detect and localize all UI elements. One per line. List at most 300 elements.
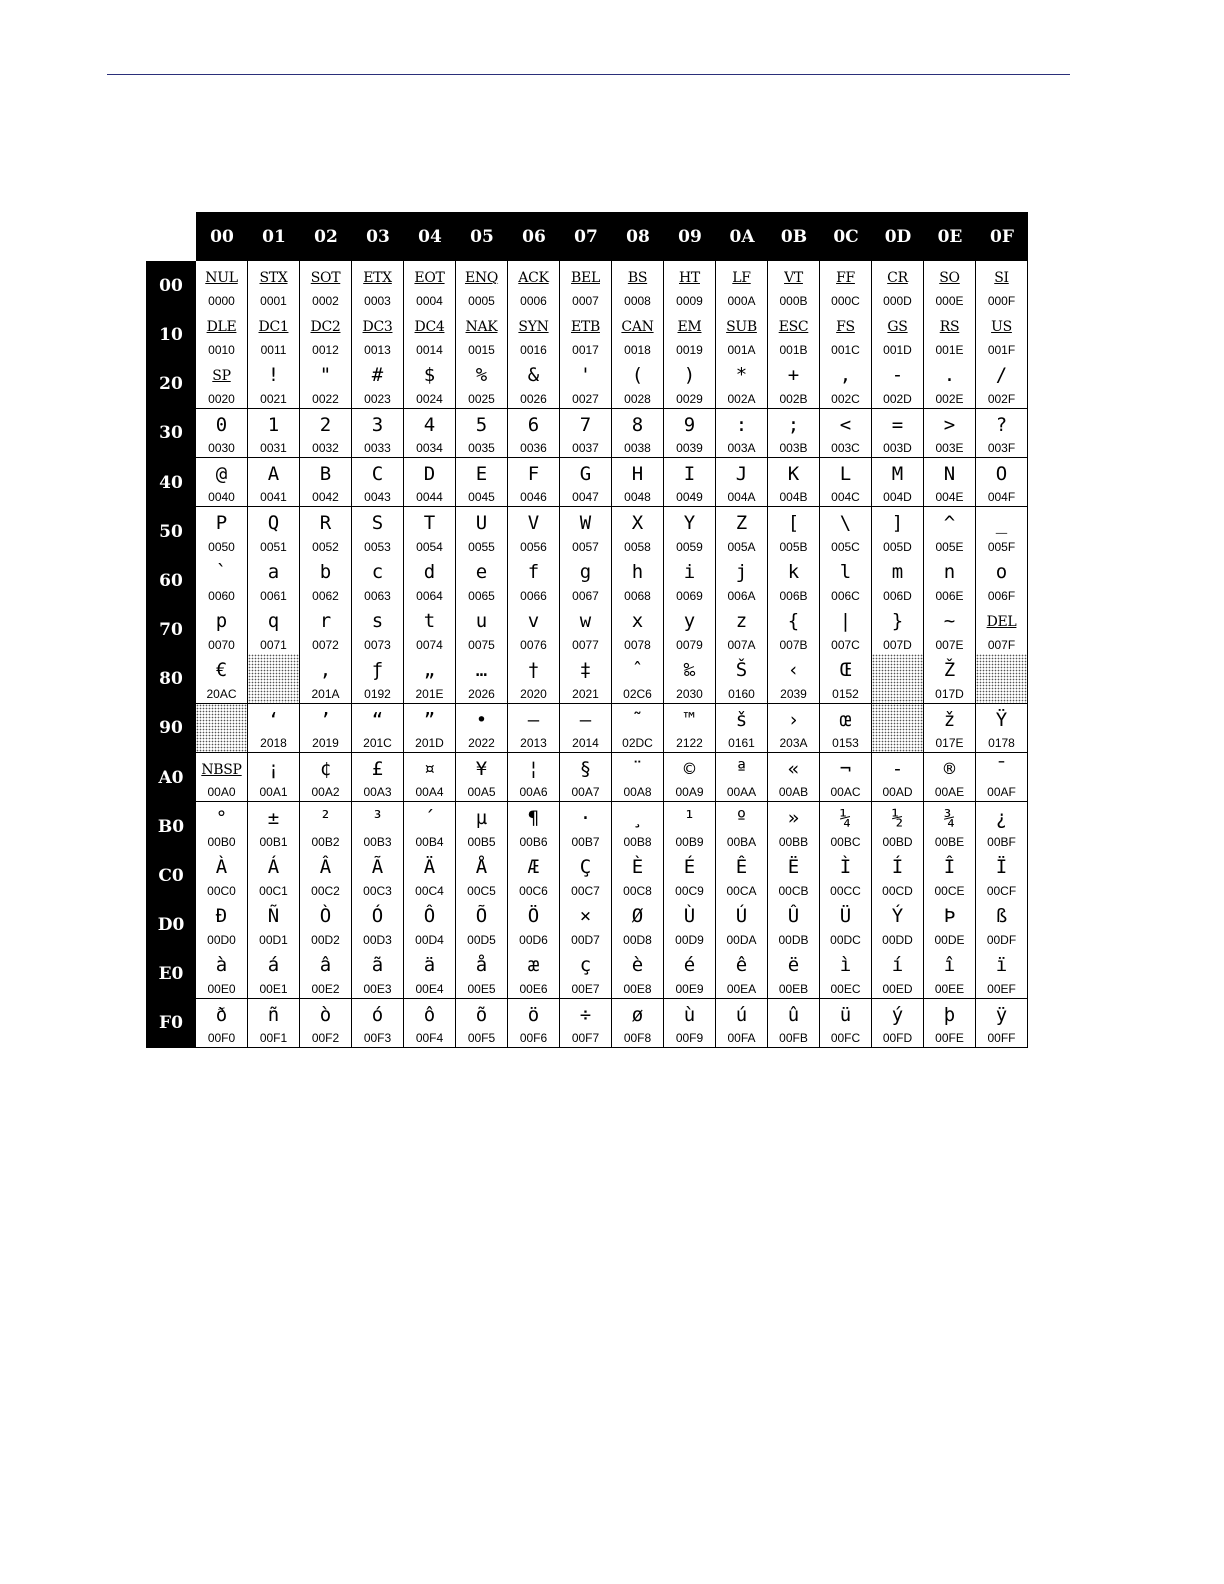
cell-code: 003A: [727, 441, 756, 456]
cell-code: 0042: [312, 490, 339, 505]
cell-glyph: È: [631, 856, 644, 879]
table-cell: [924, 605, 976, 655]
table-cell: [664, 409, 716, 459]
cell-code: 00A5: [467, 785, 496, 800]
table-cell: [768, 949, 820, 999]
cell-glyph: T: [423, 511, 436, 534]
cell-code: 00E4: [415, 982, 444, 997]
cell-code: 006E: [935, 588, 964, 603]
cell-code: 0052: [312, 539, 339, 554]
cell-code: 00A4: [415, 785, 444, 800]
table-cell: [560, 654, 612, 704]
table-cell: [248, 851, 300, 901]
table-cell: [248, 999, 300, 1049]
cell-glyph: K: [787, 462, 800, 485]
cell-glyph: ¢: [319, 757, 332, 780]
table-cell: [768, 851, 820, 901]
cell-glyph: t: [423, 610, 436, 633]
cell-glyph: ö: [527, 1003, 540, 1026]
table-cell-undefined: [976, 654, 1028, 704]
cell-code: 00DA: [726, 932, 757, 947]
cell-glyph: õ: [475, 1003, 488, 1026]
cell-code: 0073: [364, 637, 391, 652]
cell-glyph: å: [475, 954, 488, 977]
cell-glyph: Ó: [371, 905, 384, 928]
cell-glyph: P: [215, 511, 228, 534]
table-cell: [924, 556, 976, 606]
table-cell: [820, 409, 872, 459]
cell-glyph: SI: [994, 270, 1009, 286]
column-header: 0A: [716, 212, 768, 261]
cell-glyph: Ñ: [267, 905, 280, 928]
table-cell: [404, 359, 456, 409]
cell-glyph: B: [319, 462, 332, 485]
cell-glyph: ¼: [839, 806, 852, 829]
cell-code: 002B: [779, 391, 808, 406]
cell-glyph: Ä: [423, 856, 436, 879]
cell-code: 0066: [520, 588, 547, 603]
table-cell: [560, 851, 612, 901]
table-corner: [146, 212, 196, 261]
table-cell: [664, 310, 716, 360]
table-cell: [612, 507, 664, 557]
cell-code: 00E9: [675, 982, 704, 997]
cell-code: 0060: [208, 588, 235, 603]
cell-code: 00A3: [363, 785, 392, 800]
cell-glyph: þ: [943, 1003, 956, 1026]
cell-glyph: Þ: [943, 905, 956, 928]
cell-glyph: HT: [679, 270, 700, 286]
table-cell: [248, 704, 300, 754]
cell-glyph: Ü: [839, 905, 852, 928]
column-header: 0B: [768, 212, 820, 261]
cell-glyph: 9: [683, 413, 696, 436]
cell-code: 002A: [727, 391, 756, 406]
cell-code: 00FC: [830, 1031, 861, 1046]
cell-glyph: -: [891, 757, 904, 780]
table-cell: [248, 507, 300, 557]
cell-glyph: `: [215, 561, 228, 584]
cell-glyph: X: [631, 511, 644, 534]
cell-code: 201D: [415, 736, 444, 751]
table-cell: [404, 409, 456, 459]
table-cell: [300, 310, 352, 360]
character-code-table: [146, 212, 1032, 1048]
table-cell: [872, 261, 924, 311]
table-cell: [924, 802, 976, 852]
table-cell: [300, 704, 352, 754]
table-cell: [404, 310, 456, 360]
table-cell: [404, 458, 456, 508]
table-cell: [716, 654, 768, 704]
table-cell: [196, 949, 248, 999]
table-cell: [560, 704, 612, 754]
table-cell: [716, 409, 768, 459]
table-cell: [196, 310, 248, 360]
table-cell: [716, 949, 768, 999]
cell-glyph: Ï: [995, 856, 1008, 879]
cell-code: 002C: [831, 391, 860, 406]
table-cell: [508, 949, 560, 999]
cell-code: 00F5: [467, 1031, 496, 1046]
cell-code: 203A: [779, 736, 808, 751]
cell-glyph: .: [943, 364, 956, 387]
cell-code: 004C: [831, 490, 860, 505]
cell-glyph: 0: [215, 413, 228, 436]
table-cell: [560, 900, 612, 950]
cell-glyph: †: [527, 659, 540, 682]
cell-code: 0065: [468, 588, 495, 603]
table-cell: [352, 409, 404, 459]
table-cell: [300, 900, 352, 950]
cell-glyph: ‰: [683, 659, 696, 682]
table-cell: [508, 900, 560, 950]
table-cell: [508, 556, 560, 606]
cell-code: 2013: [520, 736, 547, 751]
table-cell: [404, 900, 456, 950]
cell-code: 0009: [676, 293, 703, 308]
table-cell: [196, 261, 248, 311]
table-cell: [872, 409, 924, 459]
table-cell: [872, 802, 924, 852]
cell-code: 0031: [260, 441, 287, 456]
cell-code: 00F9: [675, 1031, 704, 1046]
cell-code: 0025: [468, 391, 495, 406]
table-cell: [976, 999, 1028, 1049]
table-cell-undefined: [248, 654, 300, 704]
cell-glyph: Á: [267, 856, 280, 879]
cell-code: 004D: [883, 490, 912, 505]
cell-code: 001D: [883, 342, 912, 357]
cell-glyph: ‘: [267, 708, 280, 731]
column-header: 08: [612, 212, 664, 261]
table-cell: [976, 851, 1028, 901]
cell-glyph: r: [319, 610, 332, 633]
cell-code: 2020: [520, 687, 547, 702]
table-cell: [248, 458, 300, 508]
cell-glyph: ²: [319, 806, 332, 829]
cell-glyph: 2: [319, 413, 332, 436]
table-cell: [664, 753, 716, 803]
cell-glyph: DC3: [362, 319, 393, 336]
cell-glyph: Ù: [683, 905, 696, 928]
cell-code: 0055: [468, 539, 495, 554]
cell-glyph: v: [527, 610, 540, 633]
table-cell: [924, 900, 976, 950]
cell-glyph: Ê: [735, 856, 748, 879]
cell-code: 00DE: [934, 932, 965, 947]
table-cell: [456, 949, 508, 999]
table-cell: [196, 900, 248, 950]
table-cell: [820, 900, 872, 950]
cell-glyph: ›: [787, 708, 800, 731]
cell-glyph: o: [995, 561, 1008, 584]
cell-code: 0056: [520, 539, 547, 554]
table-cell: [508, 458, 560, 508]
cell-glyph: Ú: [735, 905, 748, 928]
cell-code: 00D5: [467, 932, 496, 947]
cell-glyph: E: [475, 462, 488, 485]
table-cell-undefined: [196, 704, 248, 754]
cell-code: 0028: [624, 391, 651, 406]
cell-code: 001C: [831, 342, 860, 357]
table-cell: [196, 359, 248, 409]
cell-code: 0047: [572, 490, 599, 505]
cell-code: 00EB: [778, 982, 809, 997]
cell-code: 0058: [624, 539, 651, 554]
table-cell: [664, 900, 716, 950]
table-cell: [456, 999, 508, 1049]
table-cell-undefined: [872, 704, 924, 754]
cell-glyph: $: [423, 364, 436, 387]
cell-code: 00B8: [623, 834, 652, 849]
cell-code: 005C: [831, 539, 860, 554]
cell-code: 00F1: [259, 1031, 288, 1046]
table-cell: [872, 999, 924, 1049]
cell-code: 00FE: [935, 1031, 964, 1046]
cell-code: 00DC: [830, 932, 861, 947]
table-cell: [456, 310, 508, 360]
table-cell: [508, 753, 560, 803]
cell-code: 00F4: [415, 1031, 444, 1046]
row-header: D0: [146, 900, 196, 950]
cell-code: 00B6: [519, 834, 548, 849]
cell-glyph: Æ: [527, 856, 540, 879]
cell-code: 006D: [883, 588, 912, 603]
cell-code: 000F: [987, 293, 1016, 308]
table-cell: [300, 605, 352, 655]
cell-glyph: š: [735, 708, 748, 731]
cell-code: 00AD: [882, 785, 913, 800]
table-cell: [456, 359, 508, 409]
table-cell: [976, 802, 1028, 852]
cell-code: 0049: [676, 490, 703, 505]
table-cell: [456, 802, 508, 852]
table-cell: [404, 999, 456, 1049]
cell-code: 0022: [312, 391, 339, 406]
table-cell: [612, 802, 664, 852]
cell-glyph: SUB: [726, 319, 757, 336]
cell-glyph: Š: [735, 659, 748, 682]
cell-code: 0004: [416, 293, 443, 308]
cell-glyph: l: [839, 561, 852, 584]
cell-glyph: |: [839, 610, 852, 633]
cell-glyph: FF: [836, 270, 855, 286]
cell-glyph: ¯: [995, 757, 1008, 780]
cell-code: 005E: [935, 539, 964, 554]
table-cell: [820, 949, 872, 999]
table-cell: [404, 753, 456, 803]
cell-glyph: ë: [787, 954, 800, 977]
table-cell: [352, 802, 404, 852]
table-cell: [352, 851, 404, 901]
table-cell: [664, 802, 716, 852]
table-cell: [300, 507, 352, 557]
cell-code: 0018: [624, 342, 651, 357]
cell-glyph: ]: [891, 511, 904, 534]
table-cell: [664, 458, 716, 508]
cell-code: 00E1: [259, 982, 288, 997]
table-cell: [508, 654, 560, 704]
cell-code: 0005: [468, 293, 495, 308]
cell-code: 0030: [208, 441, 235, 456]
cell-glyph: L: [839, 462, 852, 485]
table-cell: [352, 900, 404, 950]
table-cell: [716, 704, 768, 754]
table-cell: [768, 409, 820, 459]
cell-glyph: EM: [677, 319, 702, 336]
cell-code: 00B1: [259, 834, 288, 849]
cell-code: 201E: [415, 687, 444, 702]
cell-glyph: ß: [995, 905, 1008, 928]
cell-glyph: ¿: [995, 806, 1008, 829]
cell-glyph: Ð: [215, 905, 228, 928]
table-cell: [768, 458, 820, 508]
cell-glyph: 7: [579, 413, 592, 436]
cell-code: 00E5: [467, 982, 496, 997]
table-cell: [456, 556, 508, 606]
cell-glyph: í: [891, 954, 904, 977]
cell-code: 001F: [987, 342, 1016, 357]
table-cell: [664, 851, 716, 901]
cell-glyph: ©: [683, 757, 696, 780]
table-cell: [976, 753, 1028, 803]
cell-code: 004A: [727, 490, 756, 505]
column-header: 0C: [820, 212, 872, 261]
table-cell: [196, 458, 248, 508]
cell-glyph: w: [579, 610, 592, 633]
cell-code: 20AC: [206, 687, 237, 702]
cell-glyph: ¥: [475, 757, 488, 780]
cell-glyph: Ã: [371, 856, 384, 879]
row-header: B0: [146, 802, 196, 852]
cell-code: 00FD: [882, 1031, 913, 1046]
cell-code: 002D: [883, 391, 912, 406]
cell-code: 00C0: [207, 883, 236, 898]
cell-glyph: SP: [212, 368, 231, 385]
cell-code: 0178: [988, 736, 1015, 751]
table-cell: [924, 654, 976, 704]
cell-glyph: £: [371, 757, 384, 780]
cell-glyph: ð: [215, 1003, 228, 1026]
table-cell: [768, 507, 820, 557]
table-cell: [716, 261, 768, 311]
cell-glyph: ³: [371, 806, 384, 829]
row-header: F0: [146, 999, 196, 1049]
table-cell: [872, 851, 924, 901]
cell-glyph: é: [683, 954, 696, 977]
cell-glyph: Œ: [839, 659, 852, 682]
table-cell: [404, 654, 456, 704]
cell-glyph: DC1: [258, 319, 289, 336]
table-cell: [872, 507, 924, 557]
table-cell: [872, 359, 924, 409]
cell-code: 00A8: [623, 785, 652, 800]
table-cell: [248, 753, 300, 803]
cell-glyph: <: [839, 413, 852, 436]
cell-code: 00C2: [311, 883, 340, 898]
table-cell: [716, 802, 768, 852]
cell-glyph: ": [319, 364, 332, 387]
column-header: 0E: [924, 212, 976, 261]
table-cell: [872, 949, 924, 999]
cell-code: 00AB: [778, 785, 809, 800]
table-cell: [768, 359, 820, 409]
cell-code: 0010: [208, 342, 235, 357]
table-cell: [924, 753, 976, 803]
cell-code: 0034: [416, 441, 443, 456]
cell-code: 00C5: [467, 883, 496, 898]
cell-code: 003B: [779, 441, 808, 456]
cell-glyph: :: [735, 413, 748, 436]
table-cell: [820, 654, 872, 704]
table-cell: [508, 605, 560, 655]
table-cell: [716, 605, 768, 655]
table-cell: [768, 900, 820, 950]
cell-code: 007D: [883, 637, 912, 652]
header-rule: [107, 74, 1070, 75]
cell-code: 00C8: [623, 883, 652, 898]
cell-code: 00ED: [882, 982, 913, 997]
table-cell: [664, 949, 716, 999]
table-cell: [560, 261, 612, 311]
cell-glyph: 8: [631, 413, 644, 436]
cell-code: 0053: [364, 539, 391, 554]
cell-glyph: Z: [735, 511, 748, 534]
table-cell: [196, 654, 248, 704]
cell-glyph: ®: [943, 757, 956, 780]
cell-code: 005F: [987, 539, 1016, 554]
cell-code: 0040: [208, 490, 235, 505]
cell-code: 000D: [883, 293, 912, 308]
column-header: 04: [404, 212, 456, 261]
cell-glyph: ´: [423, 806, 436, 829]
cell-code: 0035: [468, 441, 495, 456]
cell-code: 0072: [312, 637, 339, 652]
cell-code: 00FA: [727, 1031, 756, 1046]
cell-code: 00EE: [934, 982, 965, 997]
table-cell: [352, 261, 404, 311]
cell-glyph: >: [943, 413, 956, 436]
table-cell: [716, 851, 768, 901]
cell-code: 0043: [364, 490, 391, 505]
table-cell: [456, 507, 508, 557]
cell-code: 00C3: [363, 883, 392, 898]
cell-code: 00C7: [571, 883, 600, 898]
cell-glyph: R: [319, 511, 332, 534]
cell-code: 00F8: [623, 1031, 652, 1046]
cell-code: 2026: [468, 687, 495, 702]
table-cell: [404, 507, 456, 557]
table-cell: [664, 261, 716, 311]
table-cell: [716, 900, 768, 950]
cell-code: 0041: [260, 490, 287, 505]
cell-code: 0074: [416, 637, 443, 652]
table-cell: [196, 507, 248, 557]
cell-code: 0153: [832, 736, 859, 751]
cell-glyph: Û: [787, 905, 800, 928]
table-cell: [664, 605, 716, 655]
table-cell: [872, 310, 924, 360]
table-cell: [924, 507, 976, 557]
cell-code: 00E2: [311, 982, 340, 997]
table-cell: [612, 900, 664, 950]
cell-code: 2019: [312, 736, 339, 751]
cell-glyph: DEL: [986, 614, 1017, 631]
cell-glyph: STX: [259, 270, 288, 286]
table-cell: [456, 753, 508, 803]
cell-code: 005A: [727, 539, 756, 554]
